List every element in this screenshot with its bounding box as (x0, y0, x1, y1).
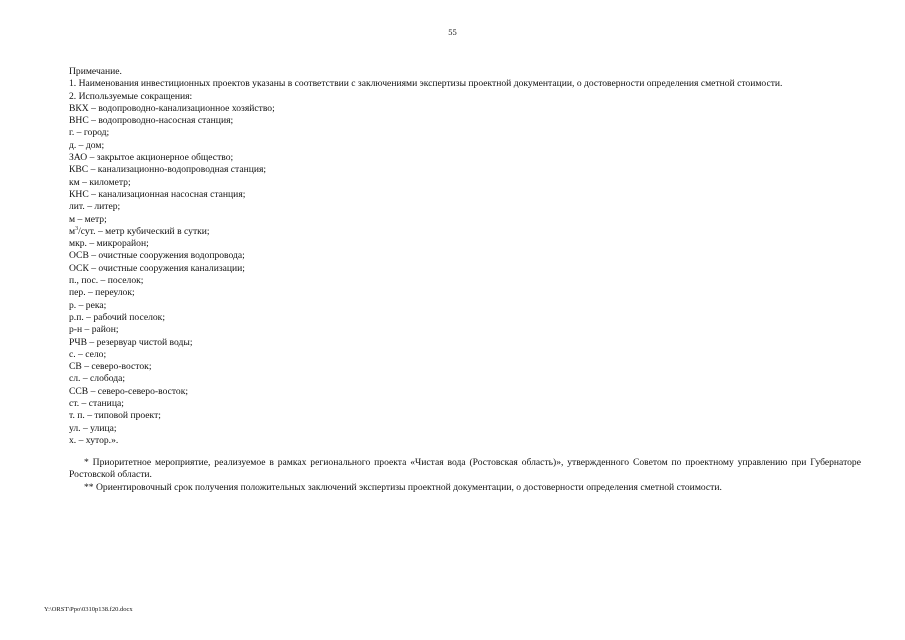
abbreviation-line: мкр. – микрорайон; (69, 238, 149, 250)
abbreviation-line: ССВ – северо-северо-восток; (69, 385, 189, 397)
abbreviation-line: лит. – литер; (69, 201, 121, 213)
abbreviation-line: ВНС – водопроводно-насосная станция; (69, 115, 234, 127)
abbreviation-line: д. – дом; (69, 139, 105, 151)
abbreviation-line: сл. – слобода; (69, 373, 126, 385)
abbreviation-line: с. – село; (69, 348, 107, 360)
footer-file-path: Y:\ORST\Ppo\0310p138.f20.docx (44, 606, 133, 613)
abbreviation-line: км – километр; (69, 176, 131, 188)
footnote-expertise-date: ** Ориентировочный срок получения положительных заключений экспертизы проектной документации, о достоверности определения сметной стоимости. (84, 481, 722, 493)
footnote-priority: * Приоритетное мероприятие, реализуемое в рамках регионального проекта «Чистая вода (Ростовская область)», утвержденного Советом по проектному управлению при Губернаторе Ростовской области. (69, 457, 861, 481)
abbreviation-line: ОСВ – очистные сооружения водопровода; (69, 250, 245, 262)
abbreviation-line: ст. – станица; (69, 398, 124, 410)
abbreviation-line: ВКХ – водопроводно-канализационное хозяйство; (69, 102, 275, 114)
abbreviation-line: КВС – канализационно-водопроводная станция; (69, 164, 267, 176)
abbreviation-line: КНС – канализационная насосная станция; (69, 188, 246, 200)
note-block (69, 66, 869, 447)
cubic-rest: /сут. – метр кубический в сутки; (78, 225, 210, 237)
note-item-2: 2. Используемые сокращения: (69, 90, 193, 102)
page-number: 55 (448, 27, 457, 37)
note-item-1: 1. Наименования инвестиционных проектов указаны в соответствии с заключениями экспертизы проектной документации, о достоверности определения сметной стоимости. (69, 78, 783, 90)
abbreviation-line: р. – река; (69, 299, 107, 311)
cubic-superscript: 3 (75, 225, 79, 232)
abbreviation-line: ОСК – очистные сооружения канализации; (69, 262, 245, 274)
abbreviation-line: ул. – улица; (69, 422, 117, 434)
note-heading: Примечание. (69, 66, 122, 77)
abbreviation-line-cubic-meter (69, 226, 869, 238)
abbreviation-line: РЧВ – резервуар чистой воды; (69, 336, 193, 348)
abbreviation-line: пер. – переулок; (69, 287, 135, 299)
abbreviation-line: р.п. – рабочий поселок; (69, 311, 166, 323)
cubic-unit: м (69, 225, 76, 237)
abbreviation-line: п., пос. – поселок; (69, 275, 144, 287)
footnotes (69, 457, 861, 494)
abbreviation-line: СВ – северо-восток; (69, 361, 152, 373)
abbreviation-line: т. п. – типовой проект; (69, 410, 161, 422)
abbreviation-line: ЗАО – закрытое акционерное общество; (69, 152, 234, 164)
abbreviation-line: м – метр; (69, 213, 107, 225)
abbreviation-line: х. – хутор.». (69, 434, 119, 446)
abbreviation-line: г. – город; (69, 127, 110, 139)
abbreviation-line: р-н – район; (69, 324, 119, 336)
